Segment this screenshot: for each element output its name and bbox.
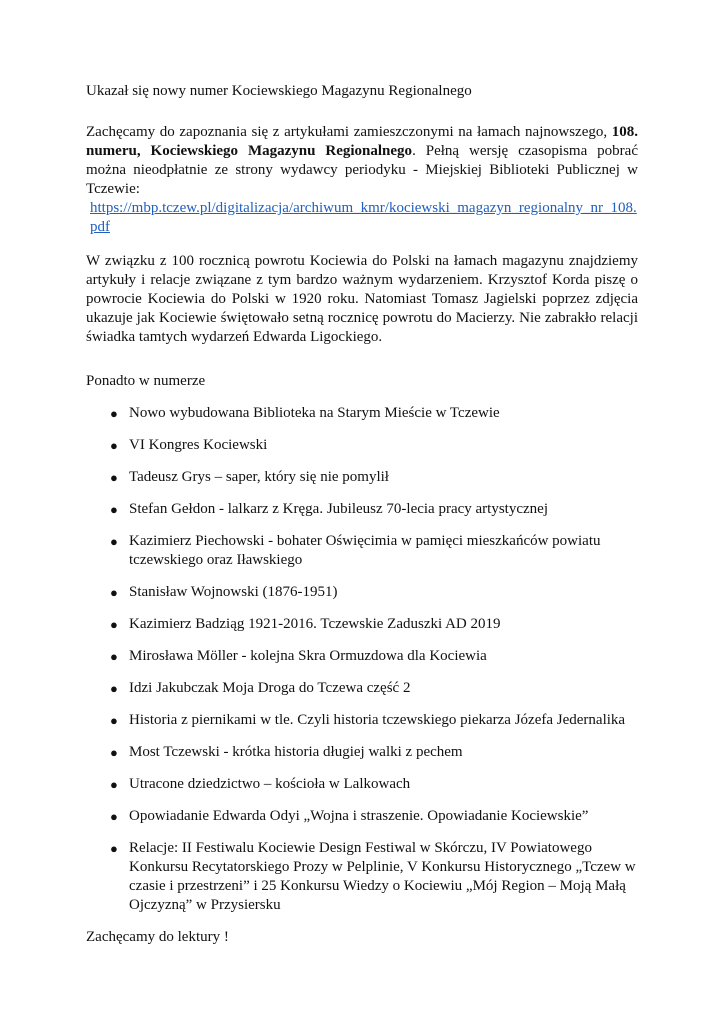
list-item bbox=[86, 583, 637, 602]
bullet-icon: ● bbox=[110, 809, 118, 824]
list-item bbox=[86, 647, 637, 666]
bullet-icon: ● bbox=[110, 681, 118, 696]
list-item-text: Stanisław Wojnowski (1876-1951) bbox=[129, 584, 338, 600]
list-item bbox=[86, 436, 637, 455]
intro-text-before: Zachęcamy do zapoznania się z artykułami zamieszczonymi na łamach najnowszego, bbox=[86, 124, 612, 140]
document-page bbox=[86, 82, 638, 947]
list-item bbox=[86, 711, 637, 730]
list-item-text: Relacje: II Festiwalu Kociewie Design Festiwal w Skórczu, IV Powiatowego Konkursu Recytatorskiego Prozy w Pelplinie, V Konkursu Historycznego „Tczew w czasie i przestrzeni” i 25 Konkursu Wiedzy o Kociewiu „Mój Region – Moją Małą Ojczyzną” w Przysiersku bbox=[129, 840, 636, 913]
list-item-text: Opowiadanie Edwarda Odyi „Wojna i straszenie. Opowiadanie Kociewskie” bbox=[129, 808, 589, 824]
list-item bbox=[86, 615, 637, 634]
bullet-icon: ● bbox=[110, 649, 118, 664]
bullet-icon: ● bbox=[110, 745, 118, 760]
anniversary-paragraph: W związku z 100 rocznicą powrotu Kociewia do Polski na łamach magazynu znajdziemy artykuły i relacje związane z tym bardzo ważnym wydarzeniem. Krzysztof Korda piszę o powrocie Kociewia do Polski w 1920 roku. Natomiast Tomasz Jagielski poprzez zdjęcia ukazuje jak Kociewie świętowało setną rocznicę powrotu do Macierzy. Nie zabrakło relacji świadka tamtych wydarzeń Edwarda Ligockiego. bbox=[86, 253, 638, 345]
list-item bbox=[86, 743, 637, 762]
list-item-text: Mirosława Möller - kolejna Skra Ormuzdowa dla Kociewia bbox=[129, 648, 487, 664]
list-item-text: Kazimierz Badziąg 1921-2016. Tczewskie Zaduszki AD 2019 bbox=[129, 616, 501, 632]
bullet-icon: ● bbox=[110, 777, 118, 792]
list-item bbox=[86, 775, 637, 794]
list-item bbox=[86, 532, 637, 570]
list-item bbox=[86, 500, 637, 519]
more-in-issue-label: Ponadto w numerze bbox=[86, 373, 206, 389]
list-item-text: Kazimierz Piechowski - bohater Oświęcimia w pamięci mieszkańców powiatu tczewskiego oraz Iławskiego bbox=[129, 533, 601, 568]
list-item bbox=[86, 679, 637, 698]
bullet-icon: ● bbox=[110, 502, 118, 517]
list-item-text: Historia z piernikami w tle. Czyli historia tczewskiego piekarza Józefa Jedernalika bbox=[129, 712, 626, 728]
list-item-text: Stefan Gełdon - lalkarz z Kręga. Jubileusz 70-lecia pracy artystycznej bbox=[129, 501, 548, 517]
article-list bbox=[86, 404, 638, 915]
bullet-icon: ● bbox=[110, 585, 118, 600]
list-item bbox=[86, 468, 637, 487]
list-item-text: Utracone dziedzictwo – kościoła w Lalkowach bbox=[129, 776, 411, 792]
bullet-icon: ● bbox=[110, 841, 118, 856]
list-item bbox=[86, 839, 637, 915]
list-item-text: Tadeusz Grys – saper, który się nie pomylił bbox=[129, 469, 389, 485]
intro-text-after: . Pełną wersję czasopisma pobrać można nieodpłatnie ze strony wydawcy periodyku - Miejskiej Biblioteki Publicznej w Tczewie: bbox=[86, 143, 638, 197]
bullet-icon: ● bbox=[110, 406, 118, 421]
bullet-icon: ● bbox=[110, 713, 118, 728]
document-title: Ukazał się nowy numer Kociewskiego Magazynu Regionalnego bbox=[86, 83, 472, 99]
list-item-text: Idzi Jakubczak Moja Droga do Tczewa część 2 bbox=[129, 680, 411, 696]
bullet-icon: ● bbox=[110, 470, 118, 485]
list-item-text: Nowo wybudowana Biblioteka na Starym Mieście w Tczewie bbox=[129, 405, 500, 421]
list-item-text: VI Kongres Kociewski bbox=[129, 437, 268, 453]
closing-line: Zachęcamy do lektury ! bbox=[86, 929, 229, 945]
bullet-icon: ● bbox=[110, 617, 118, 632]
list-item bbox=[86, 404, 637, 423]
bullet-icon: ● bbox=[110, 438, 118, 453]
magazine-download-link[interactable]: https://mbp.tczew.pl/digitalizacja/archiwum_kmr/kociewski_magazyn_regionalny_nr_108.pdf bbox=[90, 200, 637, 235]
list-item bbox=[86, 807, 637, 826]
intro-paragraph bbox=[86, 123, 638, 237]
list-item-text: Most Tczewski - krótka historia długiej walki z pechem bbox=[129, 744, 463, 760]
bullet-icon: ● bbox=[110, 534, 118, 549]
intro-bold-issue: 108. numeru, Kociewskiego Magazynu Regionalnego bbox=[86, 124, 638, 159]
